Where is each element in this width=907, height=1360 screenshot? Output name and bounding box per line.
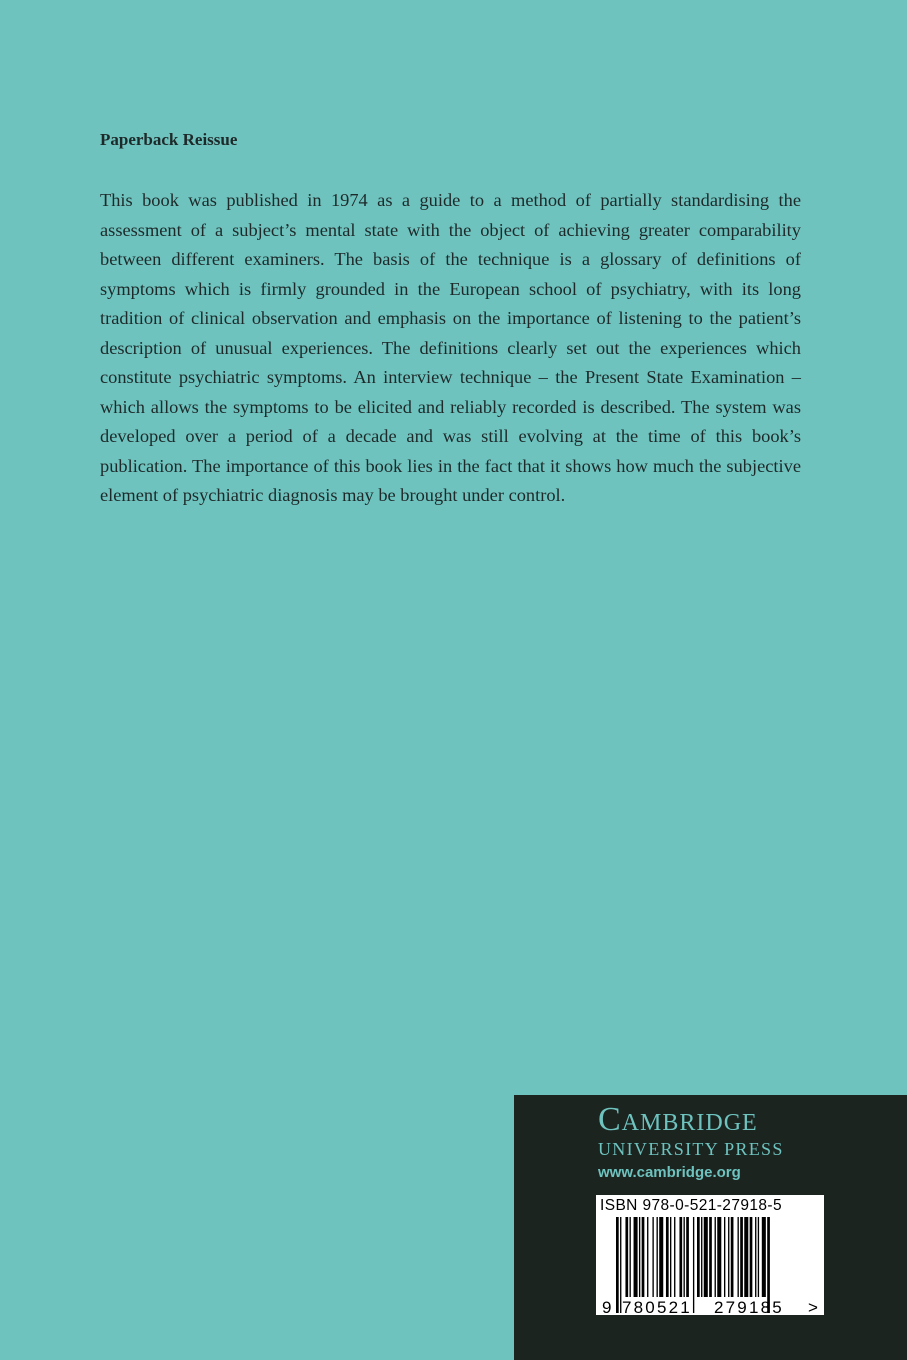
barcode-digits-right: 279185 bbox=[714, 1298, 784, 1315]
barcode-bar bbox=[652, 1217, 653, 1297]
barcode-bar bbox=[701, 1217, 702, 1297]
barcode-bar bbox=[684, 1217, 685, 1297]
barcode-bar bbox=[704, 1217, 708, 1297]
barcode-bar bbox=[717, 1217, 721, 1297]
barcode-bar bbox=[738, 1217, 739, 1297]
barcode-bar bbox=[670, 1217, 671, 1297]
barcode-bar bbox=[724, 1217, 725, 1297]
barcode-bar bbox=[659, 1217, 663, 1297]
barcode-bar bbox=[666, 1217, 669, 1297]
isbn-barcode bbox=[596, 1195, 824, 1315]
barcode-bar bbox=[616, 1217, 619, 1313]
barcode-bar bbox=[762, 1217, 766, 1297]
barcode-bar bbox=[686, 1217, 689, 1297]
barcode-bar bbox=[740, 1217, 743, 1297]
barcode-bar bbox=[750, 1217, 753, 1297]
publisher-logo-name: Cambridge bbox=[598, 1101, 758, 1138]
barcode-bar bbox=[647, 1217, 648, 1297]
barcode-bar bbox=[758, 1217, 759, 1297]
barcode-bar bbox=[634, 1217, 638, 1297]
edition-heading: Paperback Reissue bbox=[100, 130, 238, 149]
publisher-panel bbox=[514, 1095, 907, 1360]
barcode-bar bbox=[630, 1217, 631, 1297]
barcode-bar bbox=[697, 1217, 700, 1297]
barcode-digit-lead: 9 bbox=[602, 1298, 612, 1315]
barcode-bar bbox=[679, 1217, 682, 1297]
barcode-bar bbox=[744, 1217, 748, 1297]
barcode-bar bbox=[625, 1217, 628, 1297]
publisher-url: www.cambridge.org bbox=[598, 1164, 741, 1181]
barcode-bar bbox=[755, 1217, 756, 1297]
publisher-logo-subtitle: UNIVERSITY PRESS bbox=[598, 1139, 784, 1159]
barcode-bar bbox=[674, 1217, 675, 1297]
barcode-bar bbox=[715, 1217, 716, 1297]
barcode-bar bbox=[639, 1217, 640, 1297]
barcode-bar bbox=[709, 1217, 712, 1297]
barcode-digits-left: 780521 bbox=[622, 1298, 692, 1315]
book-description: This book was published in 1974 as a guide to a method of partially standardising the assessment of a subject’s mental state with the object of achieving greater comparability between different examiners. The basis of the technique is a glossary of definitions of symptoms which is firmly grounded in the European school of psychiatry, with its long tradition of clinical observation and emphasis on the importance of listening to the patient’s description of unusual experiences. The definitions clearly set out the experiences which constitute psychiatric symptoms. An interview technique – the Present State Examination – which allows the symptoms to be elicited and reliably recorded is described. The system was developed over a period of a decade and was still evolving at the time of this book’s publication. The importance of this book lies in the fact that it shows how much the subjective element of psychiatric diagnosis may be brought under control. bbox=[100, 190, 801, 505]
barcode-bar bbox=[728, 1217, 729, 1297]
barcode-bar bbox=[731, 1217, 734, 1297]
barcode-bar bbox=[642, 1217, 645, 1297]
barcode-bar bbox=[693, 1217, 694, 1313]
isbn-number: ISBN 978-0-521-27918-5 bbox=[600, 1197, 782, 1214]
barcode-quiet-zone-mark: > bbox=[808, 1298, 818, 1315]
barcode-bar bbox=[657, 1217, 658, 1297]
